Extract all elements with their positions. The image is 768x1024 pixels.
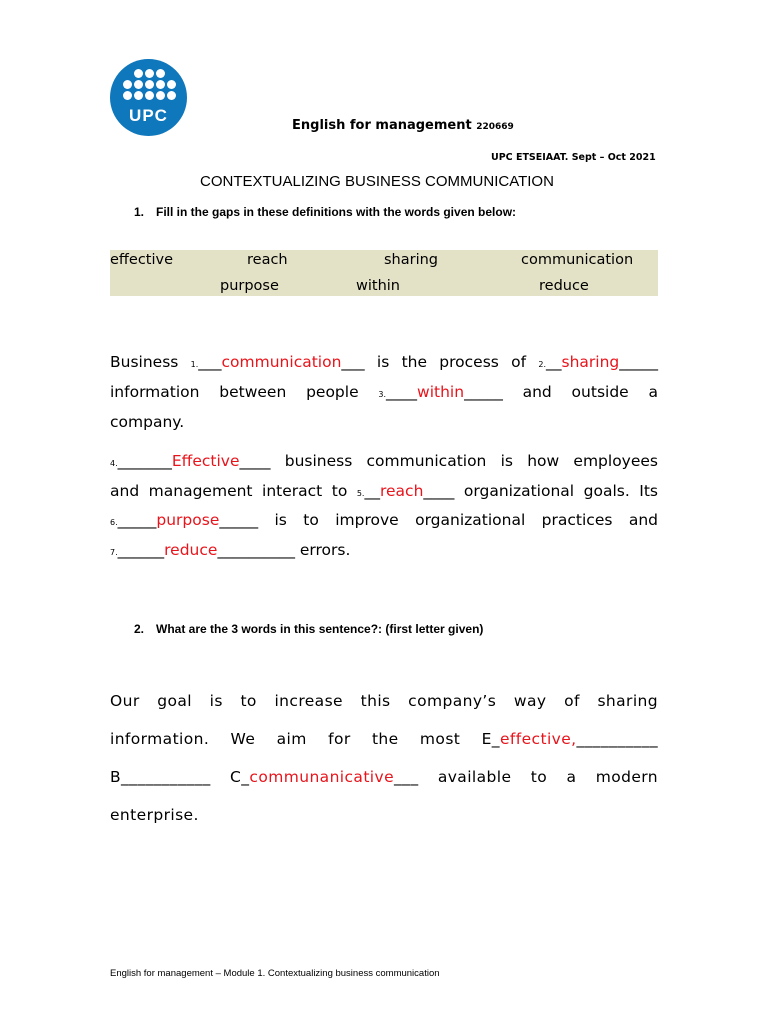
gap-blank: __: [364, 482, 380, 500]
line-text: and outside a: [502, 383, 658, 401]
gap-blank: __: [546, 353, 562, 371]
line-text: and management interact to: [110, 482, 357, 500]
sentence-line-1: Our goal is to increase this company’s way of sharing: [110, 692, 658, 710]
gap-line-4: [110, 452, 658, 470]
gap-blank: B___________: [110, 768, 211, 786]
gap-line-7: [110, 541, 658, 559]
sentence-line-3: [110, 768, 658, 786]
gap-line-6: [110, 511, 658, 529]
line-text: errors.: [294, 541, 351, 559]
gap-number: 7.: [110, 548, 118, 557]
word-bank: [110, 250, 658, 296]
upc-logo: [110, 59, 187, 136]
gap-answer: purpose: [156, 511, 220, 529]
gap-blank: ___: [198, 353, 222, 371]
gap-answer: reach: [379, 482, 424, 500]
gap-number: 6.: [110, 518, 118, 527]
gap-answer: Effective: [171, 452, 240, 470]
gap-blank: _______: [117, 452, 172, 470]
exercise-1-instruction: [134, 205, 516, 219]
gap-number: 3.: [378, 390, 387, 399]
gap-number: 4.: [110, 459, 118, 468]
logo-dot: [145, 91, 154, 100]
exercise-1-instruction-text: Fill in the gaps in these definitions with the words given below:: [156, 205, 517, 219]
gap-blank: ____: [423, 482, 455, 500]
gap-line-1: [110, 353, 658, 371]
course-title-text: English for management: [292, 118, 472, 133]
gap-blank: _____: [464, 383, 503, 401]
line-text: company.: [110, 413, 185, 431]
line-text: information between people: [110, 383, 379, 401]
gap-number: 2.: [538, 360, 546, 369]
exercise-1-number: 1.: [134, 205, 145, 219]
exercise-2-number: 2.: [134, 622, 145, 636]
gap-line-5: [110, 482, 658, 500]
gap-line-3: [110, 413, 658, 431]
sentence-line-4: enterprise.: [110, 806, 199, 824]
logo-dot: [156, 69, 165, 78]
logo-dot: [156, 80, 165, 89]
line-text: information. We aim for the most E_: [110, 730, 500, 748]
gap-blank: ____: [386, 383, 418, 401]
gap-blank: ______: [117, 541, 165, 559]
gap-answer: communanicative: [249, 768, 395, 786]
logo-dot: [156, 91, 165, 100]
gap-blank: _____: [219, 511, 259, 529]
course-code: 220669: [476, 122, 514, 132]
gap-line-2: [110, 383, 658, 401]
gap-blank: _____: [117, 511, 157, 529]
gap-number: 1.: [190, 360, 199, 369]
school-line: UPC ETSEIAAT. Sept – Oct 2021: [491, 152, 656, 163]
exercise-2-instruction-text: What are the 3 words in this sentence?: (first letter given): [156, 622, 484, 636]
gap-blank: ___: [394, 768, 419, 786]
logo-dot: [167, 80, 176, 89]
logo-dot: [134, 91, 143, 100]
page-footer: English for management – Module 1. Contextualizing business communication: [110, 968, 440, 979]
gap-answer: effective,: [499, 730, 577, 748]
gap-blank: ___: [341, 353, 365, 371]
logo-dot: [167, 91, 176, 100]
gap-blank: __________: [217, 541, 295, 559]
logo-dot: [145, 69, 154, 78]
word-bank-item: sharing: [384, 252, 439, 268]
gap-number: 5.: [356, 489, 365, 498]
gap-letter: C_: [230, 768, 250, 786]
exercise-2-instruction: [134, 622, 483, 636]
logo-dot: [145, 80, 154, 89]
line-text: is the process of: [364, 353, 539, 371]
gap-answer: within: [417, 383, 465, 401]
gap-answer: reduce: [164, 541, 218, 559]
word-bank-item: effective: [110, 252, 174, 268]
logo-dot: [134, 69, 143, 78]
line-text: business communication is how employees: [270, 452, 658, 470]
logo-dot: [123, 80, 132, 89]
line-text: is to improve organizational practices and: [258, 511, 658, 529]
logo-text: UPC: [129, 106, 168, 125]
gap-answer: sharing: [561, 353, 620, 371]
word-bank-item: within: [356, 278, 400, 294]
sentence-line-2: [110, 730, 658, 748]
gap-blank: ____: [239, 452, 271, 470]
word-bank-item: purpose: [220, 278, 279, 294]
gap-blank: _____: [619, 353, 658, 371]
gap-answer: communication: [221, 353, 342, 371]
gap-c: [230, 768, 418, 786]
page-title: CONTEXTUALIZING BUSINESS COMMUNICATION: [200, 173, 554, 190]
word-bank-item: reduce: [539, 278, 589, 294]
line-text: Business: [110, 353, 191, 371]
word-bank-item: reach: [247, 252, 288, 268]
word-bank-item: communication: [521, 252, 634, 268]
logo-dot: [134, 80, 143, 89]
course-title: [292, 118, 514, 133]
gap-blank: __________: [576, 730, 658, 748]
logo-dot: [123, 91, 132, 100]
line-text: organizational goals. Its: [454, 482, 658, 500]
line-text: available to a modern: [437, 768, 658, 786]
